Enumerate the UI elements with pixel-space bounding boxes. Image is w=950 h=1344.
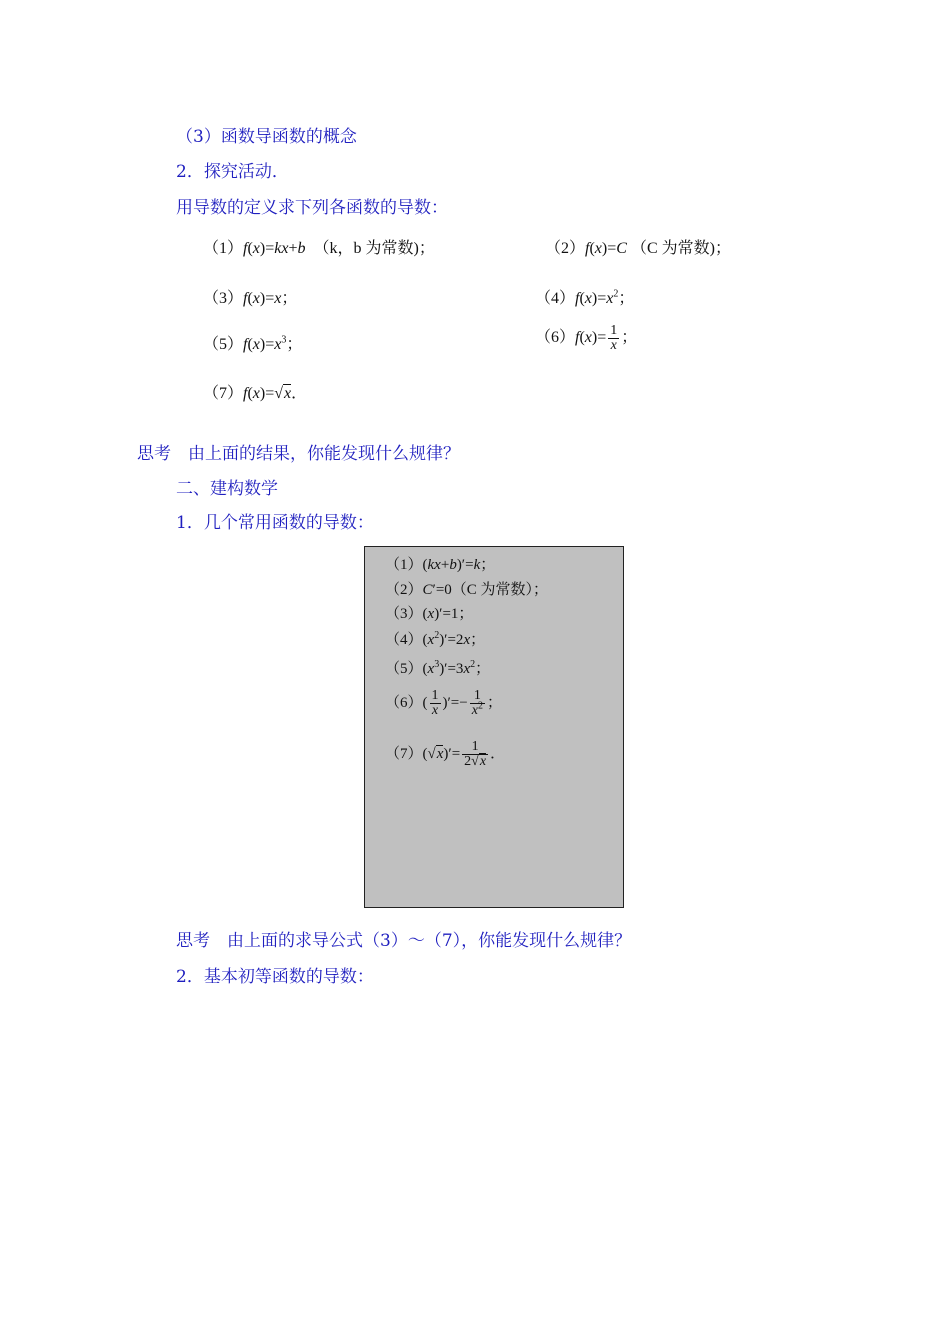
formula-7: （7）(√x)′= $\frac{1}{2√x}$ ． — [385, 739, 506, 769]
subheading-basic-derivatives: 2．基本初等函数的导数： — [176, 967, 374, 987]
heading-derivative-concept: （3）函数导函数的概念 — [176, 127, 357, 147]
formula-1: （1）(kx+b)′=k； — [385, 557, 496, 573]
instruction-text: 用导数的定义求下列各函数的导数： — [176, 198, 448, 218]
formula-2: （2）C′=0（C 为常数）； — [385, 582, 549, 598]
formula-5: $(5)(x^3)'=3x^2$； — [385, 659, 491, 677]
formula-3: （3）(x)′=1； — [385, 606, 474, 622]
exercise-1: （1）f(x)=kx+b （k，b 为常数)； — [203, 240, 435, 257]
think-question-2: 思考 由上面的求导公式（3）～（7），你能发现什么规律？ — [176, 931, 632, 951]
formula-box — [364, 546, 624, 908]
heading-exploration: 2．探究活动． — [176, 162, 289, 182]
exercise-5: $(5)f(x)=x^3$； — [203, 334, 303, 353]
exercise-4: $(4)f(x)=x^2$； — [535, 288, 635, 307]
exercise-6: （6）f(x)= $\frac{1}{x}$ ； — [535, 323, 638, 353]
exercise-3: （3）f(x)=x； — [203, 290, 298, 307]
exercise-7: （7）f(x)=√x． — [203, 385, 308, 402]
formula-4: $(4)(x^2)'=2x$； — [385, 630, 486, 648]
formula-6: （6）( $\frac{1}{x}$ )′=− $\frac{1}{x^2}$ ； — [385, 688, 502, 718]
section-heading-2: 二、建构数学 — [176, 479, 278, 499]
think-question-1: 思考 由上面的结果，你能发现什么规律？ — [137, 444, 460, 464]
exercise-2: （2）f(x)=C （C 为常数)； — [545, 240, 731, 257]
subheading-common-derivatives: 1．几个常用函数的导数： — [176, 513, 374, 533]
